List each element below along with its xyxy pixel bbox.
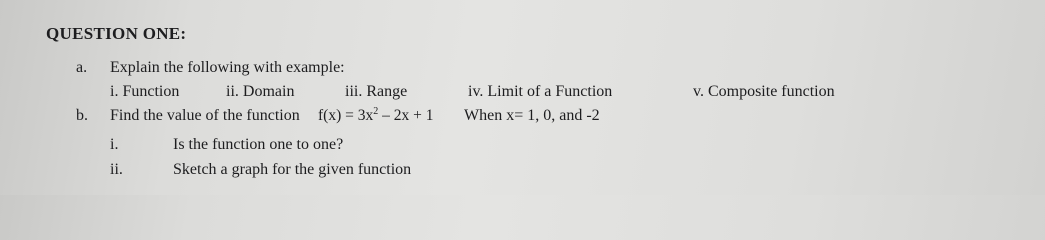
part-b-prompt: Find the value of the function	[110, 107, 300, 124]
subitem-2-marker: ii.	[110, 161, 123, 178]
term-composite: v. Composite function	[693, 83, 835, 100]
subitem-1-text: Is the function one to one?	[173, 136, 344, 153]
function-rhs: – 2x + 1	[378, 107, 434, 124]
part-a-prompt: Explain the following with example:	[110, 59, 345, 76]
part-b-marker: b.	[76, 107, 88, 124]
question-heading: QUESTION ONE:	[46, 24, 187, 43]
term-function: i. Function	[110, 83, 180, 100]
term-limit: iv. Limit of a Function	[468, 83, 613, 100]
subitem-1-marker: i.	[110, 136, 119, 153]
function-lhs: f(x) = 3x	[318, 107, 374, 124]
part-a-marker: a.	[76, 59, 88, 76]
term-domain: ii. Domain	[226, 83, 295, 100]
function-exponent: 2	[373, 106, 379, 117]
function-condition: When x= 1, 0, and -2	[464, 107, 600, 124]
function-expression	[318, 106, 433, 126]
term-range: iii. Range	[345, 83, 408, 100]
subitem-2-text: Sketch a graph for the given function	[173, 161, 412, 178]
